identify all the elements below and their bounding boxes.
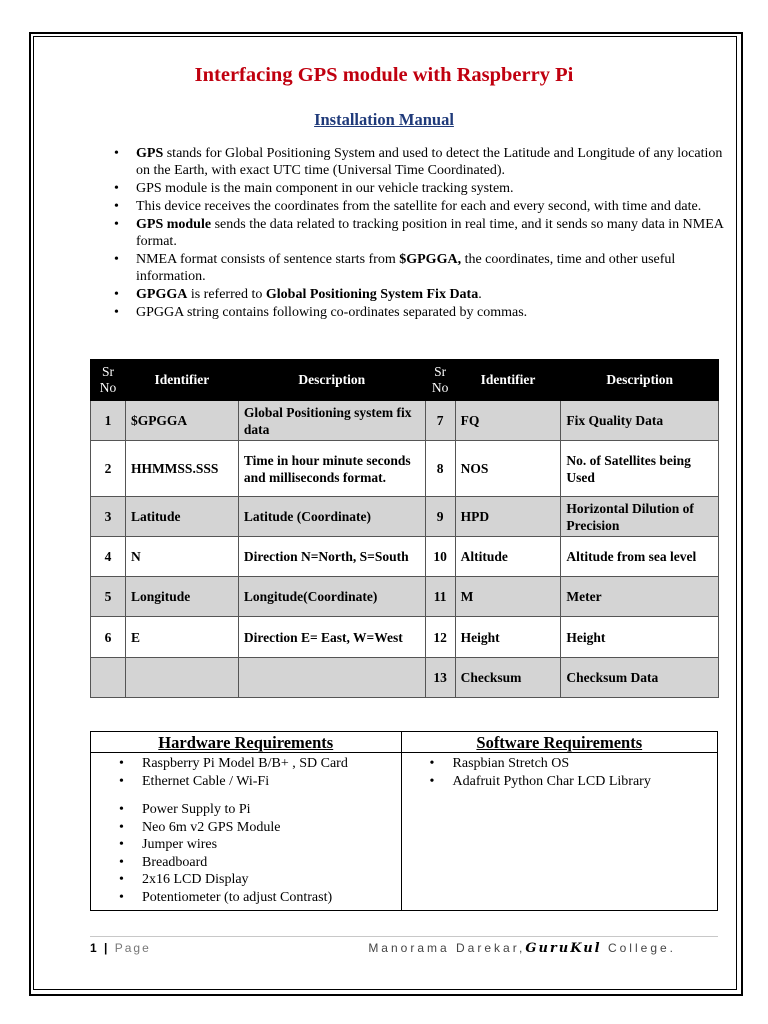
table-header-row — [91, 360, 719, 401]
cell-identifier: HPD — [455, 497, 561, 537]
cell-identifier: Latitude — [125, 497, 238, 537]
document-title: Interfacing GPS module with Raspberry Pi — [194, 64, 574, 86]
cell-identifier: N — [125, 537, 238, 577]
cell-sr: 3 — [91, 497, 126, 537]
cell-identifier: HHMMSS.SSS — [125, 441, 238, 497]
list-item: • Breadboard — [91, 854, 401, 872]
cell-sr: 1 — [91, 401, 126, 441]
cell-identifier: Longitude — [125, 577, 238, 617]
cell-sr — [91, 658, 126, 698]
cell-description: Time in hour minute seconds and milliseconds format. — [238, 441, 425, 497]
table-row — [91, 658, 719, 698]
author-name: Manorama Darekar, — [368, 941, 526, 955]
cell-identifier: Altitude — [455, 537, 561, 577]
software-requirements-cell — [401, 753, 717, 911]
bullet-item: • GPGGA string contains following co-ordinates separated by commas. — [114, 304, 724, 321]
cell-sr: 8 — [425, 441, 455, 497]
list-item: • Raspbian Stretch OS — [402, 755, 717, 773]
software-list — [402, 755, 717, 790]
cell-description: Longitude(Coordinate) — [238, 577, 425, 617]
cell-sr: 13 — [425, 658, 455, 698]
list-item: • Jumper wires — [91, 836, 401, 854]
bullet-item: • GPGGA is referred to Global Positioning System Fix Data. — [114, 286, 724, 303]
header-sr-no: Sr No — [91, 360, 126, 401]
requirements-table — [90, 731, 718, 911]
cell-sr: 10 — [425, 537, 455, 577]
cell-sr: 9 — [425, 497, 455, 537]
bullet-item: • This device receives the coordinates from the satellite for each and every second, with time and date. — [114, 198, 724, 215]
bullet-item: • NMEA format consists of sentence starts from $GPGGA, the coordinates, time and other useful information. — [114, 251, 724, 285]
list-item: • Raspberry Pi Model B/B+ , SD Card — [91, 755, 401, 773]
cell-sr: 4 — [91, 537, 126, 577]
cell-description: No. of Satellites being Used — [561, 441, 719, 497]
list-item: • Neo 6m v2 GPS Module — [91, 819, 401, 837]
list-item: • Potentiometer (to adjust Contrast) — [91, 889, 401, 907]
cell-identifier: E — [125, 617, 238, 658]
cell-description: Direction N=North, S=South — [238, 537, 425, 577]
header-sr-no: Sr No — [425, 360, 455, 401]
cell-description: Height — [561, 617, 719, 658]
cell-description: Global Positioning system fix data — [238, 401, 425, 441]
cell-sr: 7 — [425, 401, 455, 441]
cell-description: Latitude (Coordinate) — [238, 497, 425, 537]
page-number: 1 — [90, 941, 99, 955]
hardware-list — [91, 755, 401, 906]
footer-divider — [90, 936, 718, 937]
table-row — [91, 441, 719, 497]
footer-page-number — [90, 941, 151, 955]
cell-identifier: NOS — [455, 441, 561, 497]
hardware-requirements-cell — [91, 753, 402, 911]
gpgga-fields-table — [90, 359, 719, 698]
list-item: • 2x16 LCD Display — [91, 871, 401, 889]
header-identifier: Identifier — [125, 360, 238, 401]
table-row — [91, 401, 719, 441]
list-item: • Ethernet Cable / Wi-Fi — [91, 773, 401, 791]
cell-sr: 6 — [91, 617, 126, 658]
footer-author — [368, 941, 676, 956]
cell-identifier: Height — [455, 617, 561, 658]
college-logo-text: GuruKul — [525, 941, 602, 956]
list-item: • Adafruit Python Char LCD Library — [402, 773, 717, 791]
cell-identifier: $GPGGA — [125, 401, 238, 441]
cell-description: Checksum Data — [561, 658, 719, 698]
cell-sr: 5 — [91, 577, 126, 617]
bullet-item: • GPS module sends the data related to tracking position in real time, and it sends so many data in NMEA format. — [114, 216, 724, 250]
cell-identifier: M — [455, 577, 561, 617]
cell-description: Horizontal Dilution of Precision — [561, 497, 719, 537]
cell-description: Direction E= East, W=West — [238, 617, 425, 658]
cell-identifier — [125, 658, 238, 698]
page-label: Page — [114, 941, 151, 955]
page-separator: | — [104, 941, 110, 955]
document-subtitle: Installation Manual — [314, 110, 454, 129]
table-row — [91, 577, 719, 617]
bullet-item: • GPS module is the main component in our vehicle tracking system. — [114, 180, 724, 197]
list-item: • Power Supply to Pi — [91, 801, 401, 819]
cell-description — [238, 658, 425, 698]
cell-identifier: Checksum — [455, 658, 561, 698]
intro-bullet-list — [114, 145, 724, 322]
cell-description: Altitude from sea level — [561, 537, 719, 577]
table-row — [91, 617, 719, 658]
cell-description: Fix Quality Data — [561, 401, 719, 441]
bullet-item: • GPS stands for Global Positioning System and used to detect the Latitude and Longitude of any location on the Earth, with exact UTC time (Universal Time Coordinated). — [114, 145, 724, 179]
cell-identifier: FQ — [455, 401, 561, 441]
software-requirements-heading: Software Requirements — [401, 732, 717, 753]
hardware-requirements-heading: Hardware Requirements — [91, 732, 402, 753]
table-row — [91, 497, 719, 537]
header-description: Description — [238, 360, 425, 401]
cell-sr: 11 — [425, 577, 455, 617]
cell-description: Meter — [561, 577, 719, 617]
college-label: College. — [607, 941, 676, 955]
table-row — [91, 537, 719, 577]
cell-sr: 2 — [91, 441, 126, 497]
header-identifier: Identifier — [455, 360, 561, 401]
cell-sr: 12 — [425, 617, 455, 658]
header-description: Description — [561, 360, 719, 401]
